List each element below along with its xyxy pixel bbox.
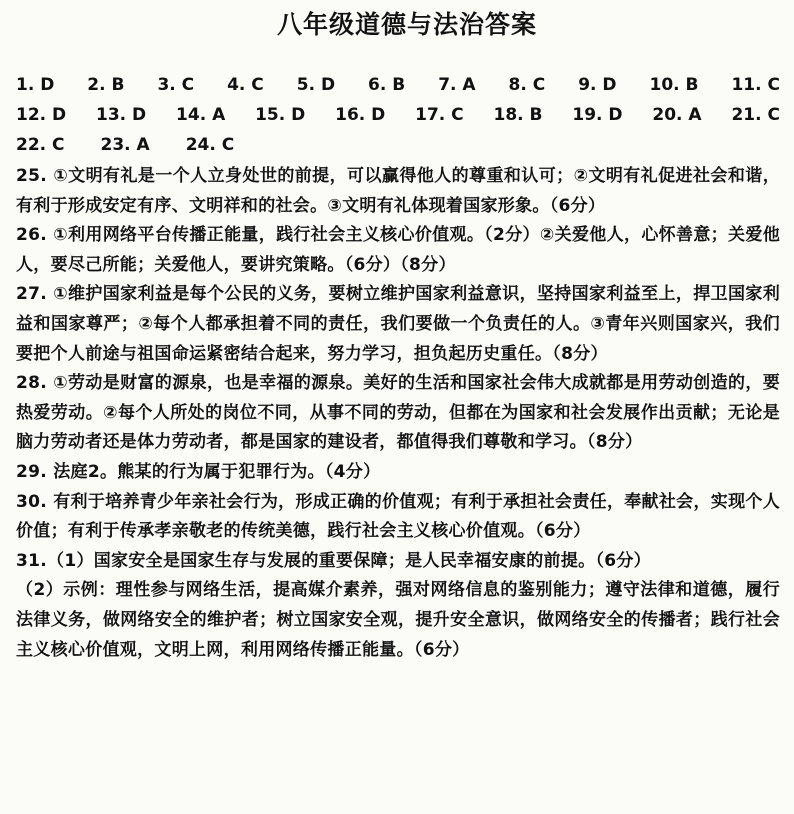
answer-25: 25. ①文明有礼是一个人立身处世的前提，可以赢得他人的尊重和认可；②文明有礼促进社会和谐，有利于形成安定有序、文明祥和的社会。③文明有礼体现着国家形象。（6分） — [16, 166, 780, 216]
mc-answer: 23. A — [100, 135, 150, 155]
answer-30: 30. 有利于培养青少年亲社会行为，形成正确的价值观；有利于承担社会责任，奉献社会，实现个人价值；有利于传承孝亲敬老的传统美德，践行社会主义核心价值观。（6分） — [16, 491, 780, 542]
mc-answer: 4. C — [227, 75, 264, 95]
mc-answer: 12. D — [16, 105, 67, 125]
mc-row-1 — [16, 70, 780, 100]
mc-answer: 14. A — [176, 105, 226, 125]
mc-answer: 24. C — [185, 135, 235, 155]
mc-answer: 16. D — [335, 105, 386, 125]
mc-answer: 11. C — [731, 75, 780, 95]
answer-28: 28. ①劳动是财富的源泉，也是幸福的源泉。美好的生活和国家社会伟大成就都是用劳动创造的，要热爱劳动。②每个人所处的岗位不同，从事不同的劳动，但都在为国家和社会发展作出贡献；无论是脑力劳动者还是体力劳动者，都是国家的建设者，都值得我们尊敬和学习。（8分） — [16, 373, 780, 453]
answer-29: 29. 法庭2。熊某的行为属于犯罪行为。（4分） — [16, 461, 381, 482]
answer-26: 26. ①利用网络平台传播正能量，践行社会主义核心价值观。（2分）②关爱他人，心怀善意；关爱他人，要尽己所能；关爱他人，要讲究策略。（6分）（8分） — [16, 225, 780, 275]
mc-answer: 6. B — [368, 75, 406, 95]
mc-answer: 10. B — [649, 75, 699, 95]
mc-answer: 17. C — [415, 105, 464, 125]
answer-27: 27. ①维护国家利益是每个公民的义务，要树立维护国家利益意识，坚持国家利益至上，捍卫国家利益和国家尊严；②每个人都承担着不同的责任，我们要做一个负责任的人。③青年兴则国家兴，我们要把个人前途与祖国命运紧密结合起来，努力学习，担负起历史重任。（8分） — [16, 284, 780, 364]
mc-row-2 — [16, 100, 780, 130]
mc-answer: 8. C — [508, 75, 546, 95]
mc-answer: 3. C — [157, 75, 195, 95]
answer-31-part-2: （2）示例：理性参与网络生活，提高媒介素养，强对网络信息的鉴别能力；遵守法律和道德，履行法律义务，做网络安全的维护者；树立国家安全观，提升安全意识，做网络安全的传播者；践行社会主义核心价值观，文明上网，利用网络传播正能量。（6分） — [16, 580, 780, 660]
mc-answer: 21. C — [731, 105, 780, 125]
mc-answer: 2. B — [87, 75, 125, 95]
mc-answer: 9. D — [578, 75, 617, 95]
mc-row-3 — [16, 130, 780, 160]
multiple-choice-answers — [16, 70, 780, 160]
mc-answer: 15. D — [255, 105, 306, 125]
mc-answer: 5. D — [296, 75, 336, 95]
mc-answer: 18. B — [493, 105, 543, 125]
essay-answers — [16, 162, 780, 665]
page-title: 八年级道德与法治答案 — [276, 10, 537, 39]
mc-answer: 13. D — [96, 105, 147, 125]
mc-answer: 1. D — [16, 75, 55, 95]
mc-answer: 20. A — [652, 105, 702, 125]
mc-answer: 19. D — [572, 105, 623, 125]
mc-answer: 7. A — [438, 75, 476, 95]
answer-31-part-1: 31.（1）国家安全是国家生存与发展的重要保障；是人民幸福安康的前提。（6分） — [16, 550, 651, 571]
mc-answer: 22. C — [16, 135, 65, 155]
